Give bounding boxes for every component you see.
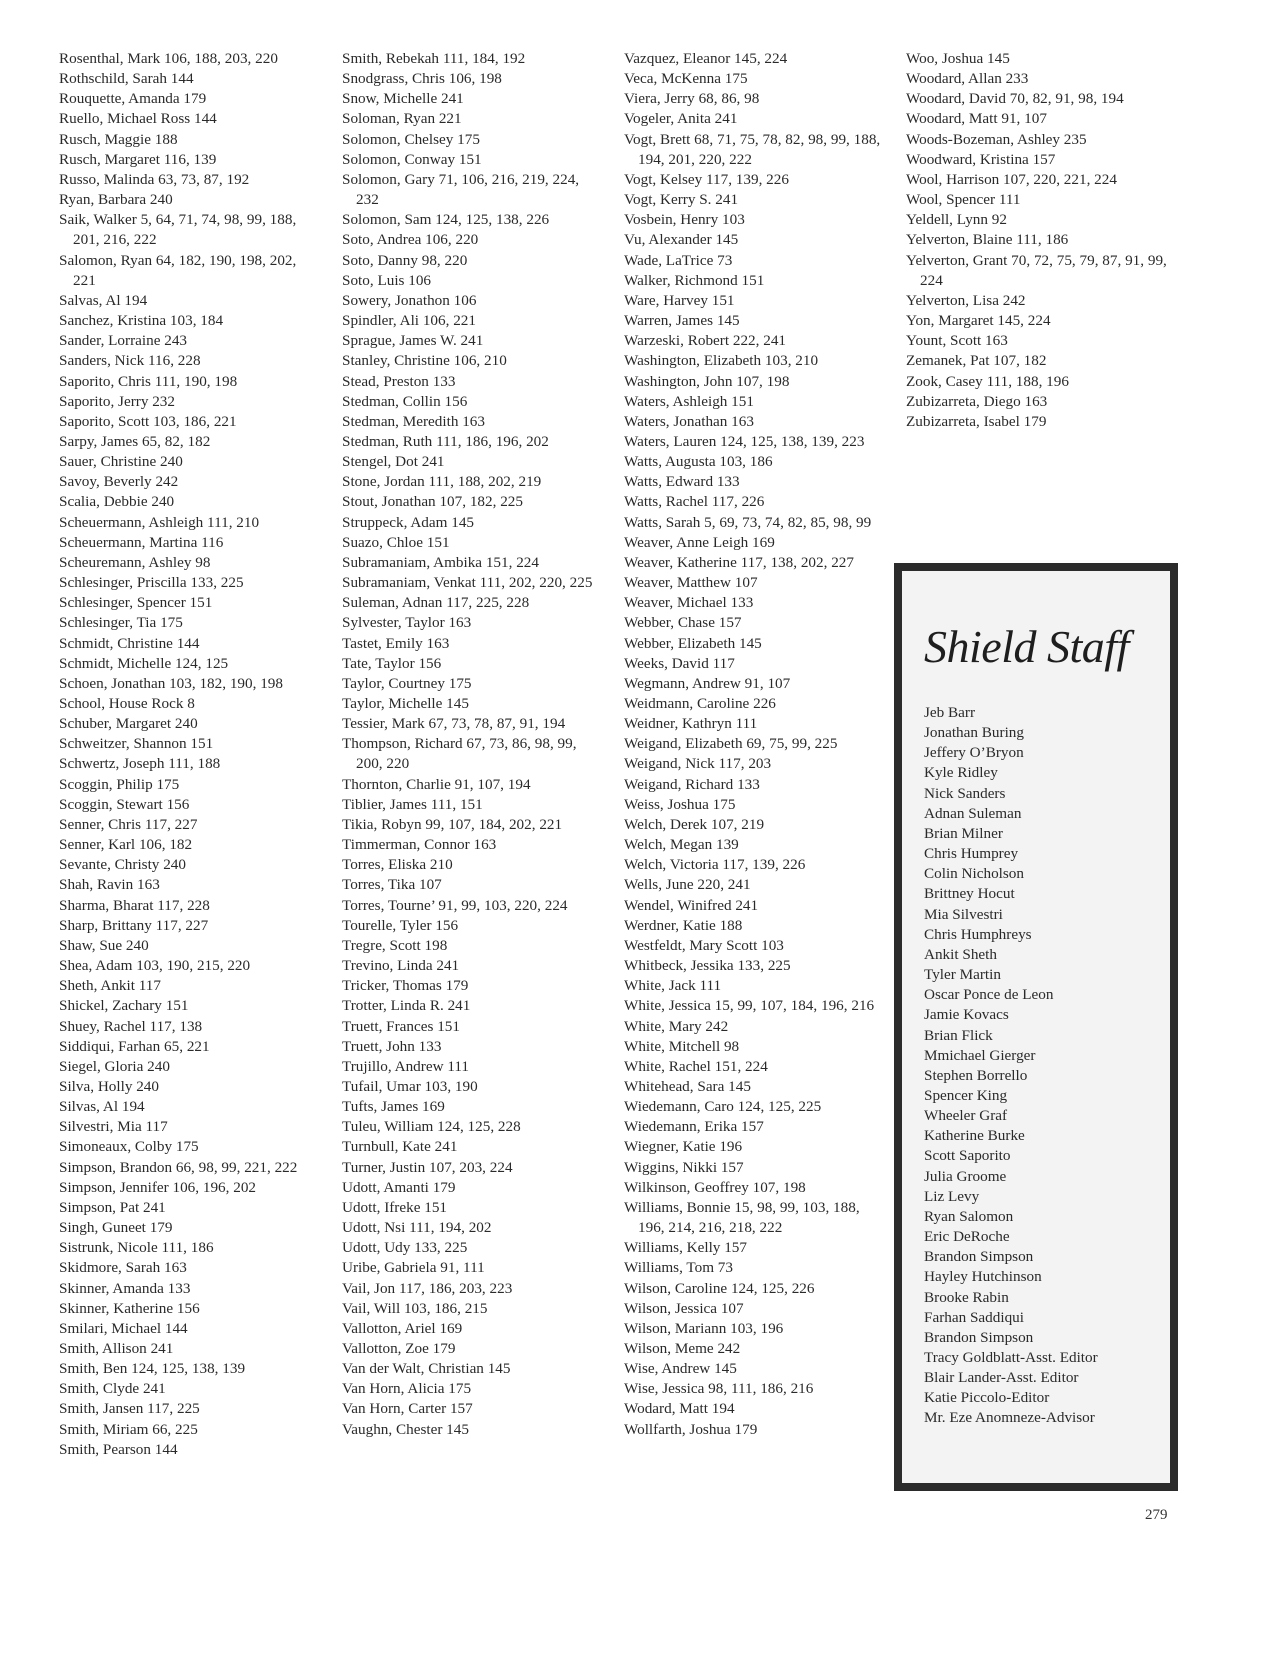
index-entry: Sauer, Christine 240 (59, 453, 183, 471)
index-entry: Yount, Scott 163 (906, 332, 1008, 350)
index-entry: Soloman, Ryan 221 (342, 110, 462, 128)
staff-member: Eric DeRoche (924, 1228, 1010, 1246)
staff-member: Kyle Ridley (924, 764, 998, 782)
index-entry: Watts, Sarah 5, 69, 73, 74, 82, 85, 98, 99 (624, 513, 872, 531)
index-entry: Schlesinger, Spencer 151 (59, 594, 213, 612)
index-entry: Stanley, Christine 106, 210 (342, 352, 507, 370)
staff-member: Farhan Saddiqui (924, 1308, 1024, 1326)
index-entry: Uribe, Gabriela 91, 111 (342, 1259, 485, 1277)
index-entry: Shickel, Zachary 151 (59, 997, 189, 1015)
index-entry: Truett, John 133 (342, 1037, 442, 1055)
index-entry: Waters, Lauren 124, 125, 138, 139, 223 (624, 432, 865, 450)
index-entry: Schuber, Margaret 240 (59, 715, 198, 733)
index-entry: Stead, Preston 133 (342, 372, 456, 390)
staff-member: Brooke Rabin (924, 1288, 1009, 1306)
index-entry: Yelverton, Lisa 242 (906, 291, 1026, 309)
index-entry: Wiggins, Nikki 157 (624, 1158, 744, 1176)
index-entry: White, Mitchell 98 (624, 1037, 740, 1055)
index-entry: Werdner, Katie 188 (624, 916, 743, 934)
index-entry: Vogeler, Anita 241 (624, 110, 738, 128)
index-entry: Tufail, Umar 103, 190 (342, 1077, 478, 1095)
index-entry: Walker, Richmond 151 (624, 271, 765, 289)
staff-member-list (924, 703, 1174, 1429)
index-entry: White, Jack 111 (624, 977, 722, 995)
index-entry: Simpson, Pat 241 (59, 1198, 166, 1216)
index-entry: Welch, Derek 107, 219 (624, 815, 765, 833)
index-entry: Sanders, Nick 116, 228 (59, 352, 201, 370)
index-entry: Skinner, Katherine 156 (59, 1299, 200, 1317)
index-entry: Turnbull, Kate 241 (342, 1138, 458, 1156)
index-entry: Smith, Clyde 241 (59, 1380, 166, 1398)
index-entry: Smith, Rebekah 111, 184, 192 (342, 50, 526, 67)
staff-member: Brian Milner (924, 824, 1003, 842)
index-entry: Weigand, Richard 133 (624, 775, 760, 793)
staff-member: Hayley Hutchinson (924, 1268, 1042, 1286)
index-entry: Soto, Luis 106 (342, 271, 432, 289)
index-entry: Vosbein, Henry 103 (624, 211, 745, 229)
staff-member: Brandon Simpson (924, 1328, 1034, 1346)
index-entry: Weigand, Nick 117, 203 (624, 755, 772, 773)
index-entry: Weiss, Joshua 175 (624, 795, 736, 813)
index-entry: Trotter, Linda R. 241 (342, 997, 471, 1015)
index-entry: Saporito, Jerry 232 (59, 392, 175, 410)
index-entry: Salvas, Al 194 (59, 291, 148, 309)
index-entry: Scoggin, Philip 175 (59, 775, 180, 793)
index-entry: Welch, Megan 139 (624, 836, 739, 854)
index-entry: Thompson, Richard 67, 73, 86, 98, 99, 200, 220 (342, 735, 577, 773)
index-entry: Webber, Elizabeth 145 (624, 634, 762, 652)
index-entry: Tastet, Emily 163 (342, 634, 450, 652)
index-entry: Torres, Eliska 210 (342, 856, 453, 874)
index-entry: Turner, Justin 107, 203, 224 (342, 1158, 513, 1176)
staff-member: Brittney Hocut (924, 885, 1015, 903)
staff-member: Colin Nicholson (924, 865, 1024, 883)
index-entry: Vogt, Kelsey 117, 139, 226 (624, 170, 789, 188)
index-entry: Zubizarreta, Isabel 179 (906, 412, 1047, 430)
index-column-2 (342, 49, 604, 1440)
index-entry: Schoen, Jonathan 103, 182, 190, 198 (59, 674, 283, 692)
index-entry: Woodard, Allan 233 (906, 70, 1029, 88)
index-entry: Salomon, Ryan 64, 182, 190, 198, 202, 221 (59, 251, 297, 289)
index-entry: Rusch, Maggie 188 (59, 130, 178, 148)
index-entry: Solomon, Chelsey 175 (342, 130, 480, 148)
index-entry: Solomon, Conway 151 (342, 150, 482, 168)
index-entry: Subramaniam, Venkat 111, 202, 220, 225 (342, 574, 593, 592)
staff-box-title: Shield Staff (924, 621, 1129, 672)
index-entry: Whitehead, Sara 145 (624, 1077, 751, 1095)
index-entry: Tessier, Mark 67, 73, 78, 87, 91, 194 (342, 715, 566, 733)
index-entry: Truett, Frances 151 (342, 1017, 460, 1035)
staff-member: Ryan Salomon (924, 1207, 1014, 1225)
index-entry: Vogt, Kerry S. 241 (624, 191, 739, 209)
index-entry: White, Mary 242 (624, 1017, 729, 1035)
index-entry: Vaughn, Chester 145 (342, 1420, 469, 1438)
staff-member: Tyler Martin (924, 966, 1001, 984)
index-entry: Ware, Harvey 151 (624, 291, 735, 309)
index-entry: Watts, Edward 133 (624, 473, 740, 491)
staff-member: Ankit Sheth (924, 945, 997, 963)
index-entry: Van der Walt, Christian 145 (342, 1360, 511, 1378)
index-entry: Weeks, David 117 (624, 654, 735, 672)
staff-member: Katherine Burke (924, 1127, 1025, 1145)
index-entry: Shuey, Rachel 117, 138 (59, 1017, 203, 1035)
index-entry: Williams, Kelly 157 (624, 1239, 747, 1257)
index-entry: Siegel, Gloria 240 (59, 1057, 170, 1075)
index-entry: Westfeldt, Mary Scott 103 (624, 936, 784, 954)
index-entry: Stedman, Ruth 111, 186, 196, 202 (342, 432, 549, 450)
index-entry: Schwertz, Joseph 111, 188 (59, 755, 221, 773)
index-entry: Solomon, Gary 71, 106, 216, 219, 224, 232 (342, 170, 580, 209)
index-entry: Savoy, Beverly 242 (59, 473, 179, 491)
index-entry: Sharp, Brittany 117, 227 (59, 916, 209, 934)
index-entry: Zemanek, Pat 107, 182 (906, 352, 1047, 370)
index-entry: Schmidt, Christine 144 (59, 634, 200, 652)
index-entry: Veca, McKenna 175 (624, 70, 748, 88)
index-entry: Senner, Chris 117, 227 (59, 815, 198, 833)
index-entry: Simpson, Jennifer 106, 196, 202 (59, 1178, 257, 1196)
index-entry: Suazo, Chloe 151 (342, 533, 450, 551)
index-entry: Schweitzer, Shannon 151 (59, 735, 214, 753)
index-entry: Udott, Amanti 179 (342, 1178, 456, 1196)
index-entry: Sistrunk, Nicole 111, 186 (59, 1239, 214, 1257)
index-entry: Sevante, Christy 240 (59, 856, 186, 874)
index-entry: Whitbeck, Jessika 133, 225 (624, 957, 791, 975)
index-entry: Russo, Malinda 63, 73, 87, 192 (59, 170, 250, 188)
staff-member: Julia Groome (924, 1167, 1007, 1185)
index-entry: Scheuremann, Ashley 98 (59, 553, 211, 571)
index-entry: Tricker, Thomas 179 (342, 977, 469, 995)
index-entry: Woodard, David 70, 82, 91, 98, 194 (906, 90, 1124, 108)
index-entry: Vallotton, Ariel 169 (342, 1319, 463, 1337)
index-entry: Scoggin, Stewart 156 (59, 795, 190, 813)
index-entry: Torres, Tika 107 (342, 876, 442, 894)
index-entry: Rusch, Margaret 116, 139 (59, 150, 217, 168)
index-entry: Wise, Andrew 145 (624, 1360, 737, 1378)
index-entry: Vu, Alexander 145 (624, 231, 739, 249)
staff-member: Mmichael Gierger (924, 1046, 1036, 1064)
index-entry: Tate, Taylor 156 (342, 654, 442, 672)
staff-member: Liz Levy (924, 1187, 980, 1205)
index-entry: Shaw, Sue 240 (59, 936, 149, 954)
index-entry: Simoneaux, Colby 175 (59, 1138, 199, 1156)
index-entry: Sanchez, Kristina 103, 184 (59, 312, 224, 330)
staff-member: Chris Humprey (924, 845, 1019, 863)
staff-member: Katie Piccolo-Editor (924, 1389, 1050, 1407)
index-entry: Sylvester, Taylor 163 (342, 614, 472, 632)
index-column-1 (59, 49, 321, 1460)
index-entry: Trujillo, Andrew 111 (342, 1057, 469, 1075)
index-entry: Sprague, James W. 241 (342, 332, 484, 350)
index-entry: Stengel, Dot 241 (342, 453, 445, 471)
index-entry: Sharma, Bharat 117, 228 (59, 896, 210, 914)
index-entry: Snodgrass, Chris 106, 198 (342, 70, 502, 88)
index-entry: Weaver, Michael 133 (624, 594, 754, 612)
staff-member: Jeb Barr (924, 704, 976, 721)
index-entry: Silvestri, Mia 117 (59, 1118, 168, 1136)
index-entry: Wilson, Caroline 124, 125, 226 (624, 1279, 815, 1297)
index-entry: Zubizarreta, Diego 163 (906, 392, 1048, 410)
index-entry: Udott, Nsi 111, 194, 202 (342, 1219, 492, 1237)
index-entry: Yeldell, Lynn 92 (906, 211, 1007, 229)
index-entry: Simpson, Brandon 66, 98, 99, 221, 222 (59, 1158, 298, 1176)
index-entry: Ruello, Michael Ross 144 (59, 110, 217, 128)
index-entry: Wiedemann, Erika 157 (624, 1118, 764, 1136)
index-entry: Smith, Allison 241 (59, 1340, 174, 1357)
index-entry: Webber, Chase 157 (624, 614, 742, 632)
index-entry: Wilson, Jessica 107 (624, 1299, 744, 1317)
index-entry: Sarpy, James 65, 82, 182 (59, 432, 211, 450)
index-entry: Timmerman, Connor 163 (342, 836, 497, 854)
staff-member: Mr. Eze Anomneze-Advisor (924, 1409, 1095, 1427)
staff-member: Brian Flick (924, 1026, 993, 1044)
index-entry: Spindler, Ali 106, 221 (342, 312, 476, 330)
index-entry: Tregre, Scott 198 (342, 936, 448, 954)
index-entry: Stout, Jonathan 107, 182, 225 (342, 493, 523, 511)
index-entry: Torres, Tourne’ 91, 99, 103, 220, 224 (342, 896, 568, 914)
index-entry: Sheth, Ankit 117 (59, 977, 161, 995)
index-entry: Suleman, Adnan 117, 225, 228 (342, 594, 530, 612)
index-entry: White, Rachel 151, 224 (624, 1057, 768, 1075)
index-entry: Waters, Jonathan 163 (624, 412, 754, 430)
index-entry: Stedman, Collin 156 (342, 392, 468, 410)
staff-member: Mia Silvestri (924, 905, 1003, 923)
index-entry: Wiegner, Katie 196 (624, 1138, 743, 1156)
index-entry: Wells, June 220, 241 (624, 876, 751, 894)
index-entry: Rothschild, Sarah 144 (59, 70, 194, 88)
index-entry: Wilson, Meme 242 (624, 1340, 741, 1357)
index-column-3 (624, 49, 886, 1440)
index-entry: Saik, Walker 5, 64, 71, 74, 98, 99, 188, 201, 216, 222 (59, 211, 297, 249)
index-entry: Singh, Guneet 179 (59, 1219, 173, 1237)
index-entry: Viera, Jerry 68, 86, 98 (624, 90, 760, 108)
index-entry: Thornton, Charlie 91, 107, 194 (342, 775, 531, 793)
index-entry: Silvas, Al 194 (59, 1098, 145, 1116)
staff-member: Adnan Suleman (924, 804, 1022, 822)
index-entry: Sowery, Jonathon 106 (342, 291, 477, 309)
index-entry: Woodward, Kristina 157 (906, 150, 1056, 168)
index-entry: Shah, Ravin 163 (59, 876, 160, 894)
index-entry: School, House Rock 8 (59, 695, 195, 712)
index-entry: Yon, Margaret 145, 224 (906, 312, 1051, 330)
index-entry: Trevino, Linda 241 (342, 957, 460, 975)
index-entry: Udott, Udy 133, 225 (342, 1239, 468, 1257)
staff-member: Stephen Borrello (924, 1066, 1028, 1084)
index-entry: Soto, Andrea 106, 220 (342, 231, 479, 249)
index-entry: White, Jessica 15, 99, 107, 184, 196, 216 (624, 997, 875, 1015)
index-entry: Wade, LaTrice 73 (624, 251, 733, 269)
index-entry: Wise, Jessica 98, 111, 186, 216 (624, 1380, 814, 1398)
index-entry: Van Horn, Carter 157 (342, 1400, 473, 1418)
index-entry: Yelverton, Blaine 111, 186 (906, 231, 1069, 249)
index-entry: Vail, Will 103, 186, 215 (342, 1299, 488, 1317)
index-entry: Woods-Bozeman, Ashley 235 (906, 130, 1087, 148)
index-entry: Warren, James 145 (624, 312, 740, 330)
index-entry: Saporito, Scott 103, 186, 221 (59, 412, 237, 430)
index-entry: Watts, Rachel 117, 226 (624, 493, 765, 511)
index-column-4 (906, 49, 1176, 432)
index-entry: Wool, Spencer 111 (906, 191, 1021, 209)
index-entry: Skinner, Amanda 133 (59, 1279, 191, 1297)
index-entry: Rouquette, Amanda 179 (59, 90, 207, 108)
index-entry: Scheuermann, Martina 116 (59, 533, 224, 551)
index-entry: Van Horn, Alicia 175 (342, 1380, 472, 1398)
index-entry: Udott, Ifreke 151 (342, 1198, 448, 1216)
index-entry: Waters, Ashleigh 151 (624, 392, 754, 410)
staff-member: Wheeler Graf (924, 1107, 1008, 1125)
index-entry: Warzeski, Robert 222, 241 (624, 332, 787, 350)
index-entry: Schmidt, Michelle 124, 125 (59, 654, 229, 672)
index-entry: Rosenthal, Mark 106, 188, 203, 220 (59, 50, 278, 67)
page-number: 279 (1145, 1507, 1168, 1523)
index-entry: Wodard, Matt 194 (624, 1400, 735, 1418)
index-entry: Smilari, Michael 144 (59, 1319, 188, 1337)
index-entry: Subramaniam, Ambika 151, 224 (342, 553, 539, 571)
index-entry: Weaver, Matthew 107 (624, 574, 758, 592)
index-entry: Sander, Lorraine 243 (59, 332, 188, 350)
index-entry: Tufts, James 169 (342, 1098, 445, 1116)
index-entry: Wendel, Winifred 241 (624, 896, 759, 914)
index-entry: Watts, Augusta 103, 186 (624, 453, 773, 471)
index-entry: Smith, Pearson 144 (59, 1440, 178, 1458)
index-entry: Woodard, Matt 91, 107 (906, 110, 1047, 128)
staff-member: Jamie Kovacs (924, 1006, 1009, 1024)
index-entry: Welch, Victoria 117, 139, 226 (624, 856, 806, 874)
index-entry: Silva, Holly 240 (59, 1077, 159, 1095)
index-entry: Taylor, Courtney 175 (342, 674, 472, 692)
index-entry: Wilson, Mariann 103, 196 (624, 1319, 784, 1337)
shield-staff-box (894, 563, 1178, 1491)
index-entry: Yelverton, Grant 70, 72, 75, 79, 87, 91, 99, 224 (906, 251, 1167, 289)
staff-member: Jonathan Buring (924, 724, 1024, 742)
index-entry: Vallotton, Zoe 179 (342, 1340, 456, 1357)
index-entry: Wegmann, Andrew 91, 107 (624, 674, 791, 692)
staff-member: Nick Sanders (924, 784, 1006, 802)
index-entry: Washington, John 107, 198 (624, 372, 790, 390)
index-entry: Snow, Michelle 241 (342, 90, 464, 108)
index-entry: Wollfarth, Joshua 179 (624, 1420, 758, 1438)
index-entry: Smith, Jansen 117, 225 (59, 1400, 200, 1418)
index-entry: Scalia, Debbie 240 (59, 493, 175, 511)
staff-member: Brandon Simpson (924, 1248, 1034, 1266)
staff-member: Spencer King (924, 1086, 1008, 1104)
index-entry: Stedman, Meredith 163 (342, 412, 485, 430)
index-entry: Wool, Harrison 107, 220, 221, 224 (906, 170, 1117, 188)
index-entry: Weigand, Elizabeth 69, 75, 99, 225 (624, 735, 838, 753)
index-entry: Skidmore, Sarah 163 (59, 1259, 187, 1277)
index-entry: Weidner, Kathryn 111 (624, 715, 758, 733)
index-entry: Woo, Joshua 145 (906, 50, 1010, 67)
staff-member: Blair Lander-Asst. Editor (924, 1369, 1079, 1387)
index-entry: Ryan, Barbara 240 (59, 191, 173, 209)
staff-member: Oscar Ponce de Leon (924, 986, 1054, 1004)
index-entry: Tourelle, Tyler 156 (342, 916, 459, 934)
index-entry: Tuleu, William 124, 125, 228 (342, 1118, 521, 1136)
index-entry: Vogt, Brett 68, 71, 75, 78, 82, 98, 99, 188, 194, 201, 220, 222 (624, 130, 881, 168)
index-entry: Weaver, Anne Leigh 169 (624, 533, 775, 551)
index-entry: Weidmann, Caroline 226 (624, 695, 776, 712)
index-entry: Soto, Danny 98, 220 (342, 251, 468, 269)
index-entry: Solomon, Sam 124, 125, 138, 226 (342, 211, 550, 229)
index-entry: Williams, Bonnie 15, 98, 99, 103, 188, 196, 214, 216, 218, 222 (624, 1198, 860, 1237)
index-entry: Tiblier, James 111, 151 (342, 795, 483, 813)
staff-member: Chris Humphreys (924, 925, 1032, 943)
index-entry: Smith, Miriam 66, 225 (59, 1420, 198, 1438)
index-entry: Saporito, Chris 111, 190, 198 (59, 372, 238, 390)
index-entry: Tikia, Robyn 99, 107, 184, 202, 221 (342, 815, 563, 833)
index-entry: Vail, Jon 117, 186, 203, 223 (342, 1279, 513, 1297)
index-entry: Stone, Jordan 111, 188, 202, 219 (342, 473, 542, 491)
staff-member: Scott Saporito (924, 1147, 1011, 1165)
index-entry: Senner, Karl 106, 182 (59, 836, 193, 854)
index-entry: Williams, Tom 73 (624, 1259, 733, 1277)
index-entry: Zook, Casey 111, 188, 196 (906, 372, 1069, 390)
index-entry: Taylor, Michelle 145 (342, 695, 469, 712)
index-entry: Vazquez, Eleanor 145, 224 (624, 50, 788, 67)
index-entry: Struppeck, Adam 145 (342, 513, 475, 531)
staff-member: Tracy Goldblatt-Asst. Editor (924, 1349, 1098, 1366)
index-entry: Schlesinger, Tia 175 (59, 614, 183, 632)
staff-member: Jeffery O’Bryon (924, 744, 1024, 762)
index-entry: Smith, Ben 124, 125, 138, 139 (59, 1360, 246, 1378)
index-entry: Weaver, Katherine 117, 138, 202, 227 (624, 553, 854, 571)
index-entry: Shea, Adam 103, 190, 215, 220 (59, 957, 251, 975)
index-entry: Wilkinson, Geoffrey 107, 198 (624, 1178, 806, 1196)
index-entry: Schlesinger, Priscilla 133, 225 (59, 574, 244, 592)
index-entry: Siddiqui, Farhan 65, 221 (59, 1037, 210, 1055)
index-entry: Wiedemann, Caro 124, 125, 225 (624, 1098, 822, 1116)
index-entry: Washington, Elizabeth 103, 210 (624, 352, 819, 370)
index-entry: Scheuermann, Ashleigh 111, 210 (59, 513, 260, 531)
